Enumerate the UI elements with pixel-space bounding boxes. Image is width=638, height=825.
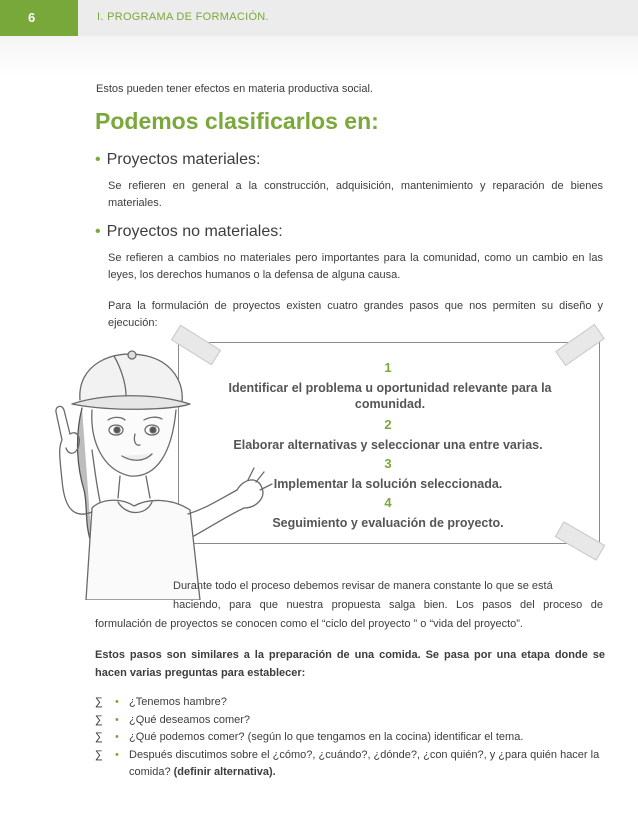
steps-intro: Para la formulación de proyectos existen cuatro grandes pasos que nos permiten su diseño y ejecución: xyxy=(108,300,603,329)
step-3-number: 3 xyxy=(384,456,392,471)
category-material-description: Se refieren en general a la construcción, adquisición, mantenimiento y reparación de bienes materiales. xyxy=(108,180,603,209)
list-item: ∑ • ¿Qué podemos comer? (según lo que tengamos en la cocina) identificar el tema. xyxy=(95,729,605,747)
category-material-title: • Proyectos materiales: xyxy=(95,151,261,168)
step-3-text: Implementar la solución seleccionada. xyxy=(273,477,503,491)
sigma-marker: ∑ xyxy=(95,713,103,726)
bullet-dot: • xyxy=(95,151,101,168)
bullet-dot: • xyxy=(115,748,119,761)
questions-list xyxy=(95,694,605,783)
header-shadow xyxy=(0,36,638,76)
step-4-number: 4 xyxy=(384,495,392,510)
sigma-marker: ∑ xyxy=(95,731,103,743)
category-nonmaterial-title: • Proyectos no materiales: xyxy=(95,223,283,240)
intro-text: Estos pueden tener efectos en materia productiva social. xyxy=(96,83,373,95)
meal-paragraph: Estos pasos son similares a la preparación de una comida. Se pasa por una etapa donde se hacen varias preguntas para establecer: xyxy=(95,649,605,679)
bullet-dot: • xyxy=(115,713,119,726)
list-item: ∑ • Después discutimos sobre el ¿cómo?, ¿cuándo?, ¿dónde?, ¿con quién?, y ¿para quién hacer la comida? (definir alternativa). xyxy=(95,748,600,778)
bullet-dot: • xyxy=(95,223,101,240)
step-2-text: Elaborar alternativas y seleccionar una entre varias. xyxy=(233,438,543,452)
page-number: 6 xyxy=(0,0,78,36)
step-2-number: 2 xyxy=(384,417,392,432)
cycle-paragraph-line3: formulación de proyectos se conocen como el “ciclo del proyecto ” o “vida del proyecto”. xyxy=(95,618,523,630)
cycle-paragraph-line1: Durante todo el proceso debemos revisar de manera constante lo que se está xyxy=(173,580,553,592)
step-1-number: 1 xyxy=(384,360,392,375)
page-heading: Podemos clasificarlos en: xyxy=(95,108,379,134)
step-4-text: Seguimiento y evaluación de proyecto. xyxy=(272,516,504,530)
category-nonmaterial-description: Se refieren a cambios no materiales pero importantes para la comunidad, como un cambio en las leyes, los derechos humanos o la defensa de alguna causa. xyxy=(108,252,603,281)
list-item: ∑ • ¿Qué deseamos comer? xyxy=(95,712,605,730)
page-header xyxy=(0,0,638,36)
girl-illustration xyxy=(22,330,282,600)
cycle-paragraph-line2: haciendo, para que nuestra propuesta salga bien. Los pasos del proceso de xyxy=(173,599,603,611)
bullet-dot: • xyxy=(115,731,119,743)
step-1-text: Identificar el problema u oportunidad relevante para la comunidad. xyxy=(228,381,552,411)
bullet-dot: • xyxy=(115,696,119,708)
sigma-marker: ∑ xyxy=(95,696,103,708)
sigma-marker: ∑ xyxy=(95,748,103,761)
list-item: ∑ • ¿Tenemos hambre? xyxy=(95,694,605,712)
section-title: I. PROGRAMA DE FORMACIÓN. xyxy=(97,11,269,23)
